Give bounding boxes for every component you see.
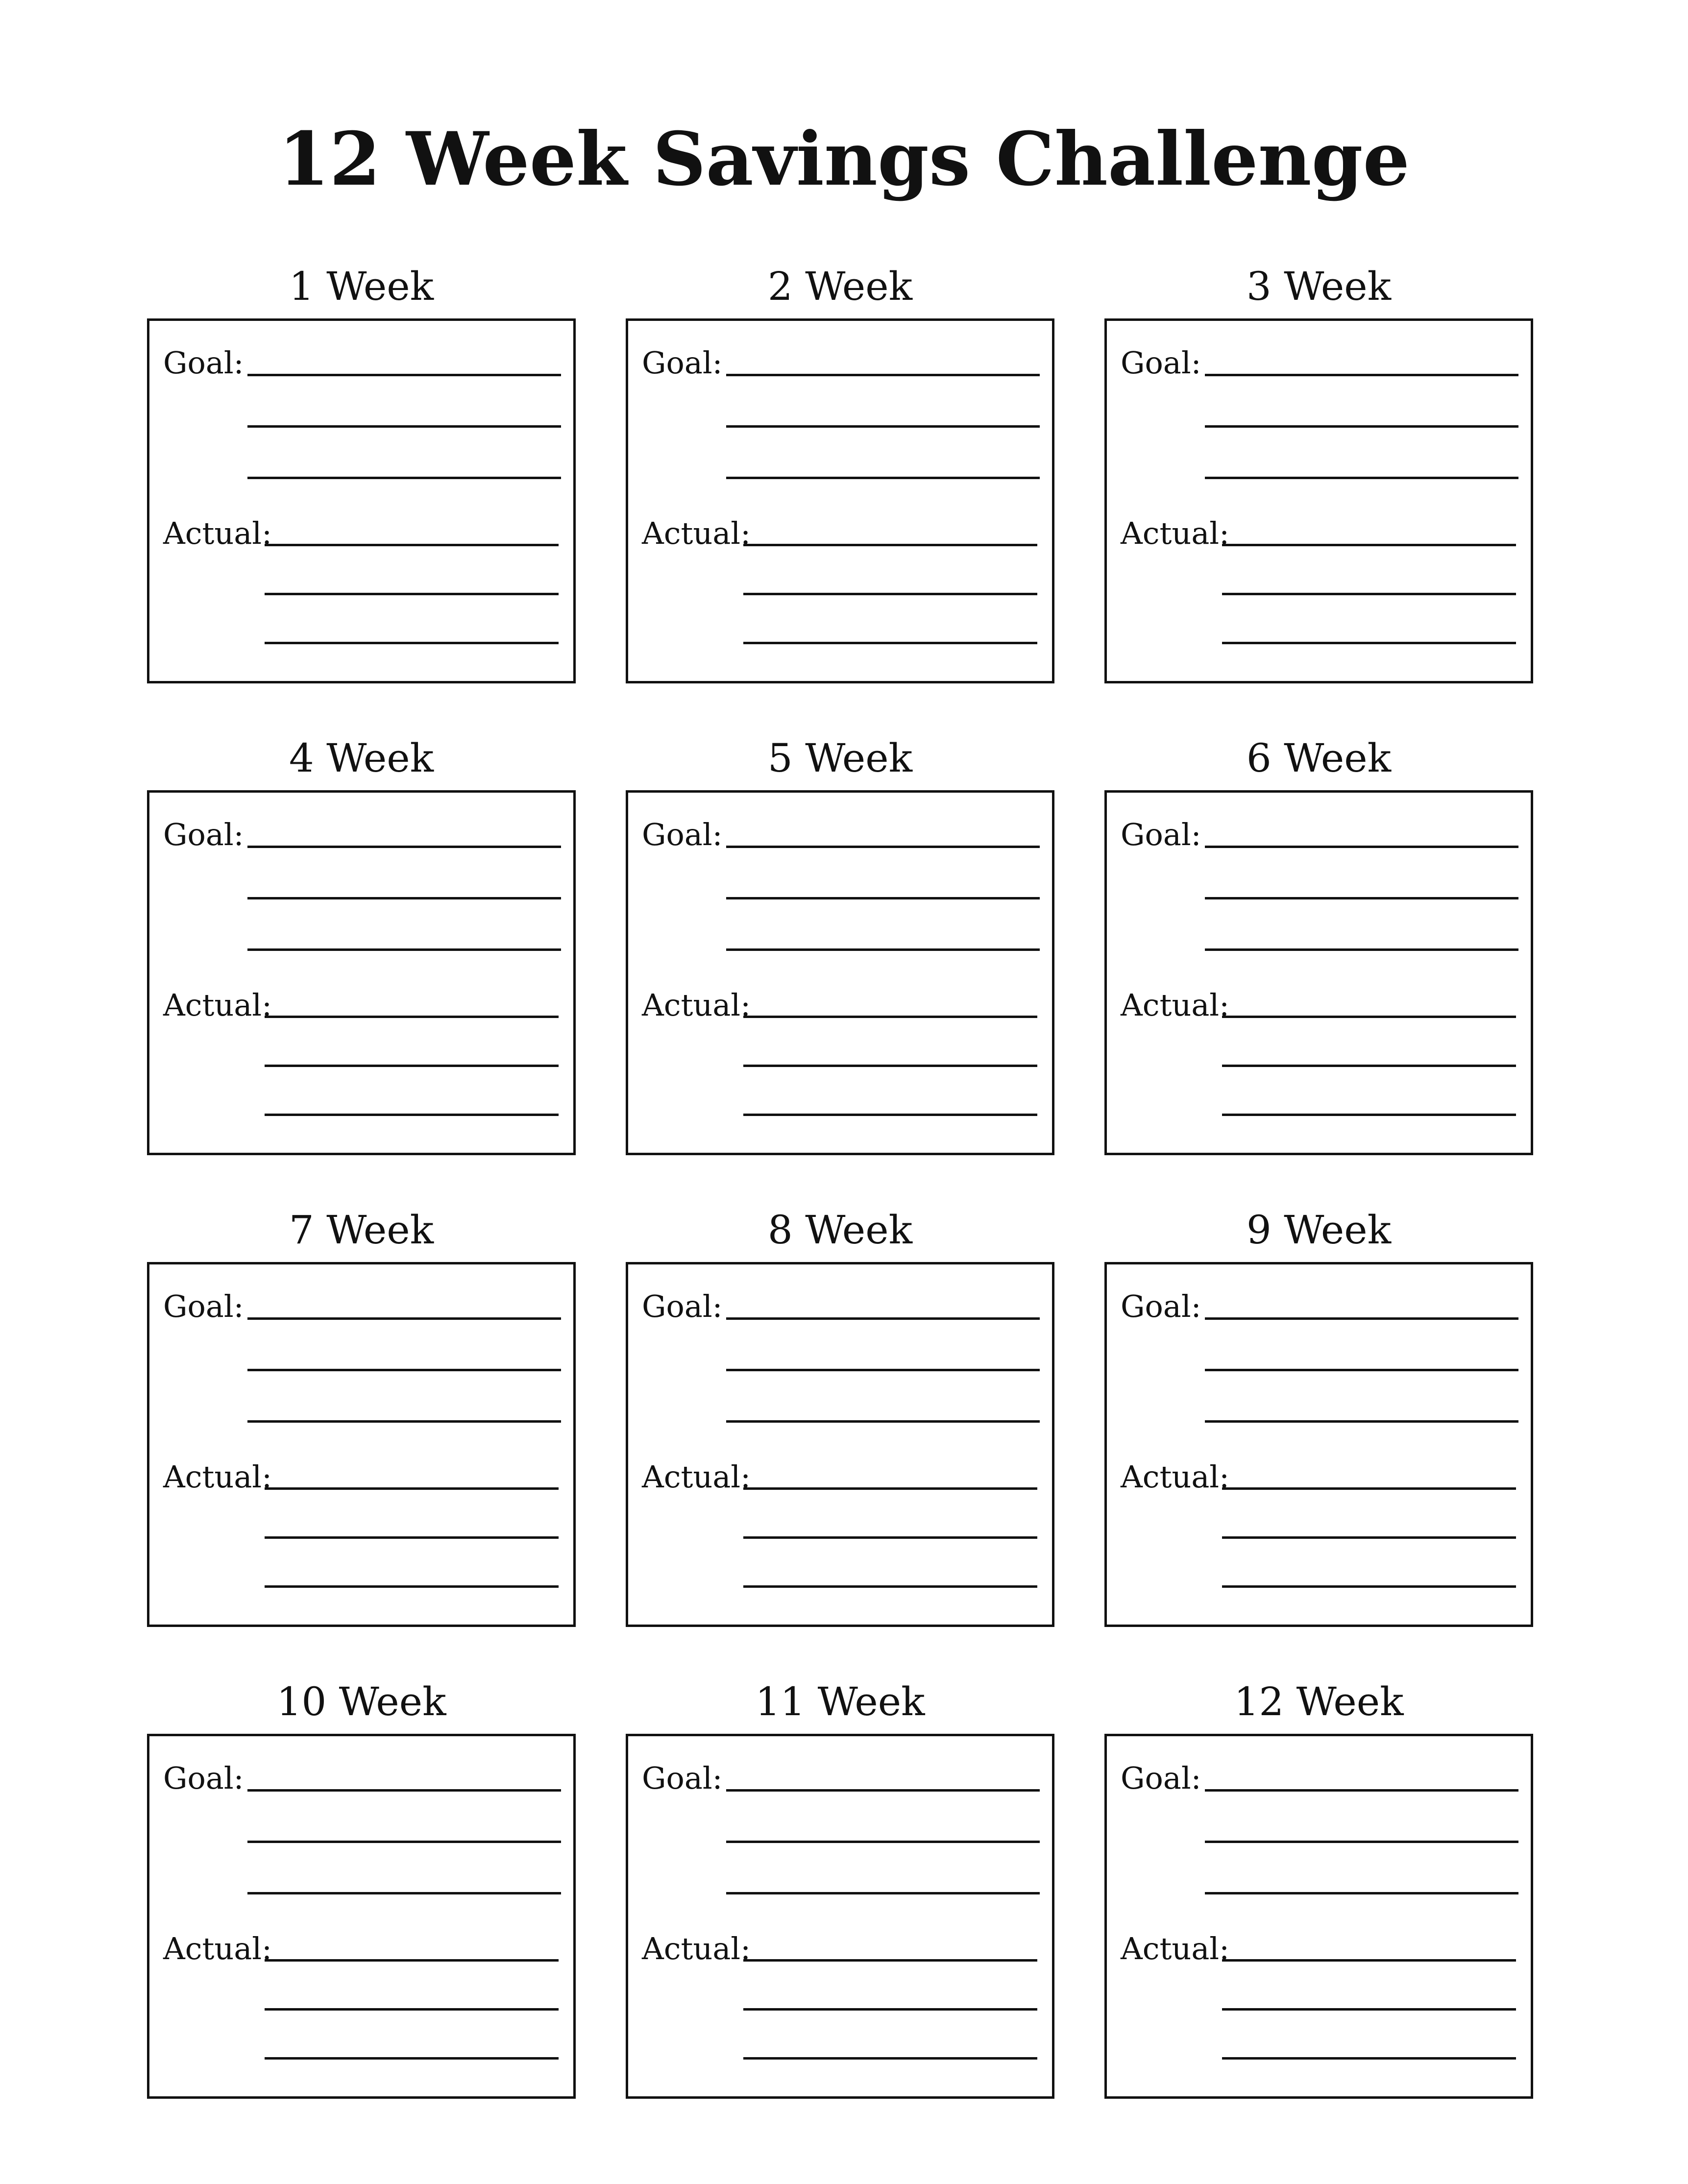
goal-line[interactable] (1205, 1420, 1518, 1423)
actual-line[interactable] (265, 1959, 559, 1962)
actual-line[interactable] (1222, 1487, 1516, 1490)
actual-line[interactable] (1222, 544, 1516, 546)
goal-line[interactable] (247, 1841, 561, 1843)
goal-line[interactable] (1205, 1369, 1518, 1371)
goal-line[interactable] (726, 897, 1040, 899)
goal-line[interactable] (1205, 1841, 1518, 1843)
week-title: 1 Week (289, 264, 434, 309)
goal-line[interactable] (1205, 1789, 1518, 1792)
week-title: 6 Week (1246, 735, 1392, 781)
goal-line[interactable] (247, 1789, 561, 1792)
actual-line[interactable] (265, 1585, 559, 1588)
week-section-3 (1104, 255, 1533, 683)
week-section-9 (1104, 1198, 1533, 1627)
actual-label: Actual: (1121, 1931, 1230, 1966)
week-card (626, 1734, 1054, 2099)
actual-line[interactable] (743, 1065, 1037, 1067)
week-section-12 (1104, 1670, 1533, 2099)
week-title: 3 Week (1246, 264, 1392, 309)
week-section-4 (147, 727, 576, 1155)
week-title: 9 Week (1246, 1207, 1392, 1253)
goal-line[interactable] (247, 897, 561, 899)
actual-line[interactable] (743, 593, 1037, 595)
goal-line[interactable] (1205, 374, 1518, 376)
goal-line[interactable] (247, 1420, 561, 1423)
goal-line[interactable] (726, 374, 1040, 376)
week-card (1104, 1734, 1533, 2099)
goal-line[interactable] (247, 846, 561, 848)
week-section-5 (626, 727, 1054, 1155)
goal-line[interactable] (1205, 1892, 1518, 1894)
actual-line[interactable] (743, 642, 1037, 644)
week-card (626, 790, 1054, 1155)
goal-label: Goal: (642, 1760, 723, 1796)
goal-line[interactable] (1205, 897, 1518, 899)
goal-line[interactable] (247, 1892, 561, 1894)
actual-line[interactable] (1222, 1536, 1516, 1539)
actual-line[interactable] (265, 1114, 559, 1116)
week-card (147, 318, 576, 683)
week-section-6 (1104, 727, 1533, 1155)
actual-label: Actual: (642, 515, 751, 551)
actual-line[interactable] (743, 1114, 1037, 1116)
actual-line[interactable] (265, 642, 559, 644)
actual-label: Actual: (163, 1931, 272, 1966)
actual-line[interactable] (1222, 1585, 1516, 1588)
actual-line[interactable] (743, 1487, 1037, 1490)
actual-line[interactable] (743, 2057, 1037, 2060)
week-section-1 (147, 255, 576, 683)
goal-line[interactable] (247, 425, 561, 428)
goal-line[interactable] (1205, 1317, 1518, 1320)
actual-line[interactable] (1222, 1959, 1516, 1962)
goal-label: Goal: (1121, 345, 1201, 381)
week-section-8 (626, 1198, 1054, 1627)
actual-line[interactable] (1222, 1114, 1516, 1116)
actual-line[interactable] (1222, 642, 1516, 644)
actual-label: Actual: (163, 1459, 272, 1495)
goal-label: Goal: (642, 1288, 723, 1324)
actual-line[interactable] (265, 1065, 559, 1067)
goal-line[interactable] (247, 1369, 561, 1371)
goal-line[interactable] (726, 1841, 1040, 1843)
week-section-7 (147, 1198, 576, 1627)
week-section-10 (147, 1670, 576, 2099)
week-card (1104, 318, 1533, 683)
actual-label: Actual: (642, 1459, 751, 1495)
actual-line[interactable] (1222, 2057, 1516, 2060)
goal-line[interactable] (726, 1892, 1040, 1894)
actual-line[interactable] (743, 1016, 1037, 1018)
actual-line[interactable] (743, 544, 1037, 546)
goal-label: Goal: (163, 345, 244, 381)
week-card (1104, 790, 1533, 1155)
goal-line[interactable] (726, 1317, 1040, 1320)
goal-line[interactable] (247, 374, 561, 376)
actual-line[interactable] (1222, 1065, 1516, 1067)
actual-label: Actual: (1121, 987, 1230, 1023)
goal-label: Goal: (1121, 1288, 1201, 1324)
goal-line[interactable] (726, 477, 1040, 479)
actual-line[interactable] (1222, 1016, 1516, 1018)
actual-line[interactable] (265, 2057, 559, 2060)
actual-label: Actual: (1121, 1459, 1230, 1495)
goal-label: Goal: (163, 1760, 244, 1796)
week-title: 2 Week (767, 264, 913, 309)
goal-line[interactable] (1205, 425, 1518, 428)
week-title: 10 Week (276, 1679, 446, 1724)
goal-label: Goal: (642, 817, 723, 852)
actual-line[interactable] (265, 593, 559, 595)
actual-line[interactable] (743, 1585, 1037, 1588)
actual-line[interactable] (743, 1959, 1037, 1962)
week-title: 7 Week (289, 1207, 434, 1253)
actual-label: Actual: (642, 1931, 751, 1966)
goal-line[interactable] (247, 948, 561, 951)
goal-line[interactable] (726, 1420, 1040, 1423)
actual-line[interactable] (743, 2008, 1037, 2011)
goal-line[interactable] (726, 1369, 1040, 1371)
goal-line[interactable] (1205, 948, 1518, 951)
week-title: 5 Week (767, 735, 913, 781)
goal-line[interactable] (1205, 846, 1518, 848)
week-card (1104, 1262, 1533, 1627)
week-card (626, 318, 1054, 683)
goal-line[interactable] (1205, 477, 1518, 479)
week-section-11 (626, 1670, 1054, 2099)
goal-line[interactable] (247, 1317, 561, 1320)
actual-line[interactable] (265, 1016, 559, 1018)
week-title: 8 Week (767, 1207, 913, 1253)
goal-line[interactable] (726, 846, 1040, 848)
goal-label: Goal: (1121, 817, 1201, 852)
week-section-2 (626, 255, 1054, 683)
weeks-grid (147, 255, 1534, 2099)
page-title: 12 Week Savings Challenge (278, 116, 1410, 202)
week-title: 4 Week (289, 735, 434, 781)
week-title: 11 Week (755, 1679, 925, 1724)
week-title: 12 Week (1234, 1679, 1404, 1724)
actual-line[interactable] (1222, 2008, 1516, 2011)
goal-label: Goal: (163, 817, 244, 852)
week-card (147, 790, 576, 1155)
goal-label: Goal: (642, 345, 723, 381)
actual-label: Actual: (1121, 515, 1230, 551)
week-card (147, 1262, 576, 1627)
goal-line[interactable] (247, 477, 561, 479)
actual-line[interactable] (265, 544, 559, 546)
goal-label: Goal: (1121, 1760, 1201, 1796)
goal-label: Goal: (163, 1288, 244, 1324)
actual-line[interactable] (265, 2008, 559, 2011)
actual-line[interactable] (265, 1536, 559, 1539)
week-card (626, 1262, 1054, 1627)
week-card (147, 1734, 576, 2099)
actual-label: Actual: (642, 987, 751, 1023)
goal-line[interactable] (726, 425, 1040, 428)
actual-line[interactable] (743, 1536, 1037, 1539)
actual-label: Actual: (163, 515, 272, 551)
goal-line[interactable] (726, 1789, 1040, 1792)
actual-line[interactable] (1222, 593, 1516, 595)
actual-label: Actual: (163, 987, 272, 1023)
goal-line[interactable] (726, 948, 1040, 951)
actual-line[interactable] (265, 1487, 559, 1490)
